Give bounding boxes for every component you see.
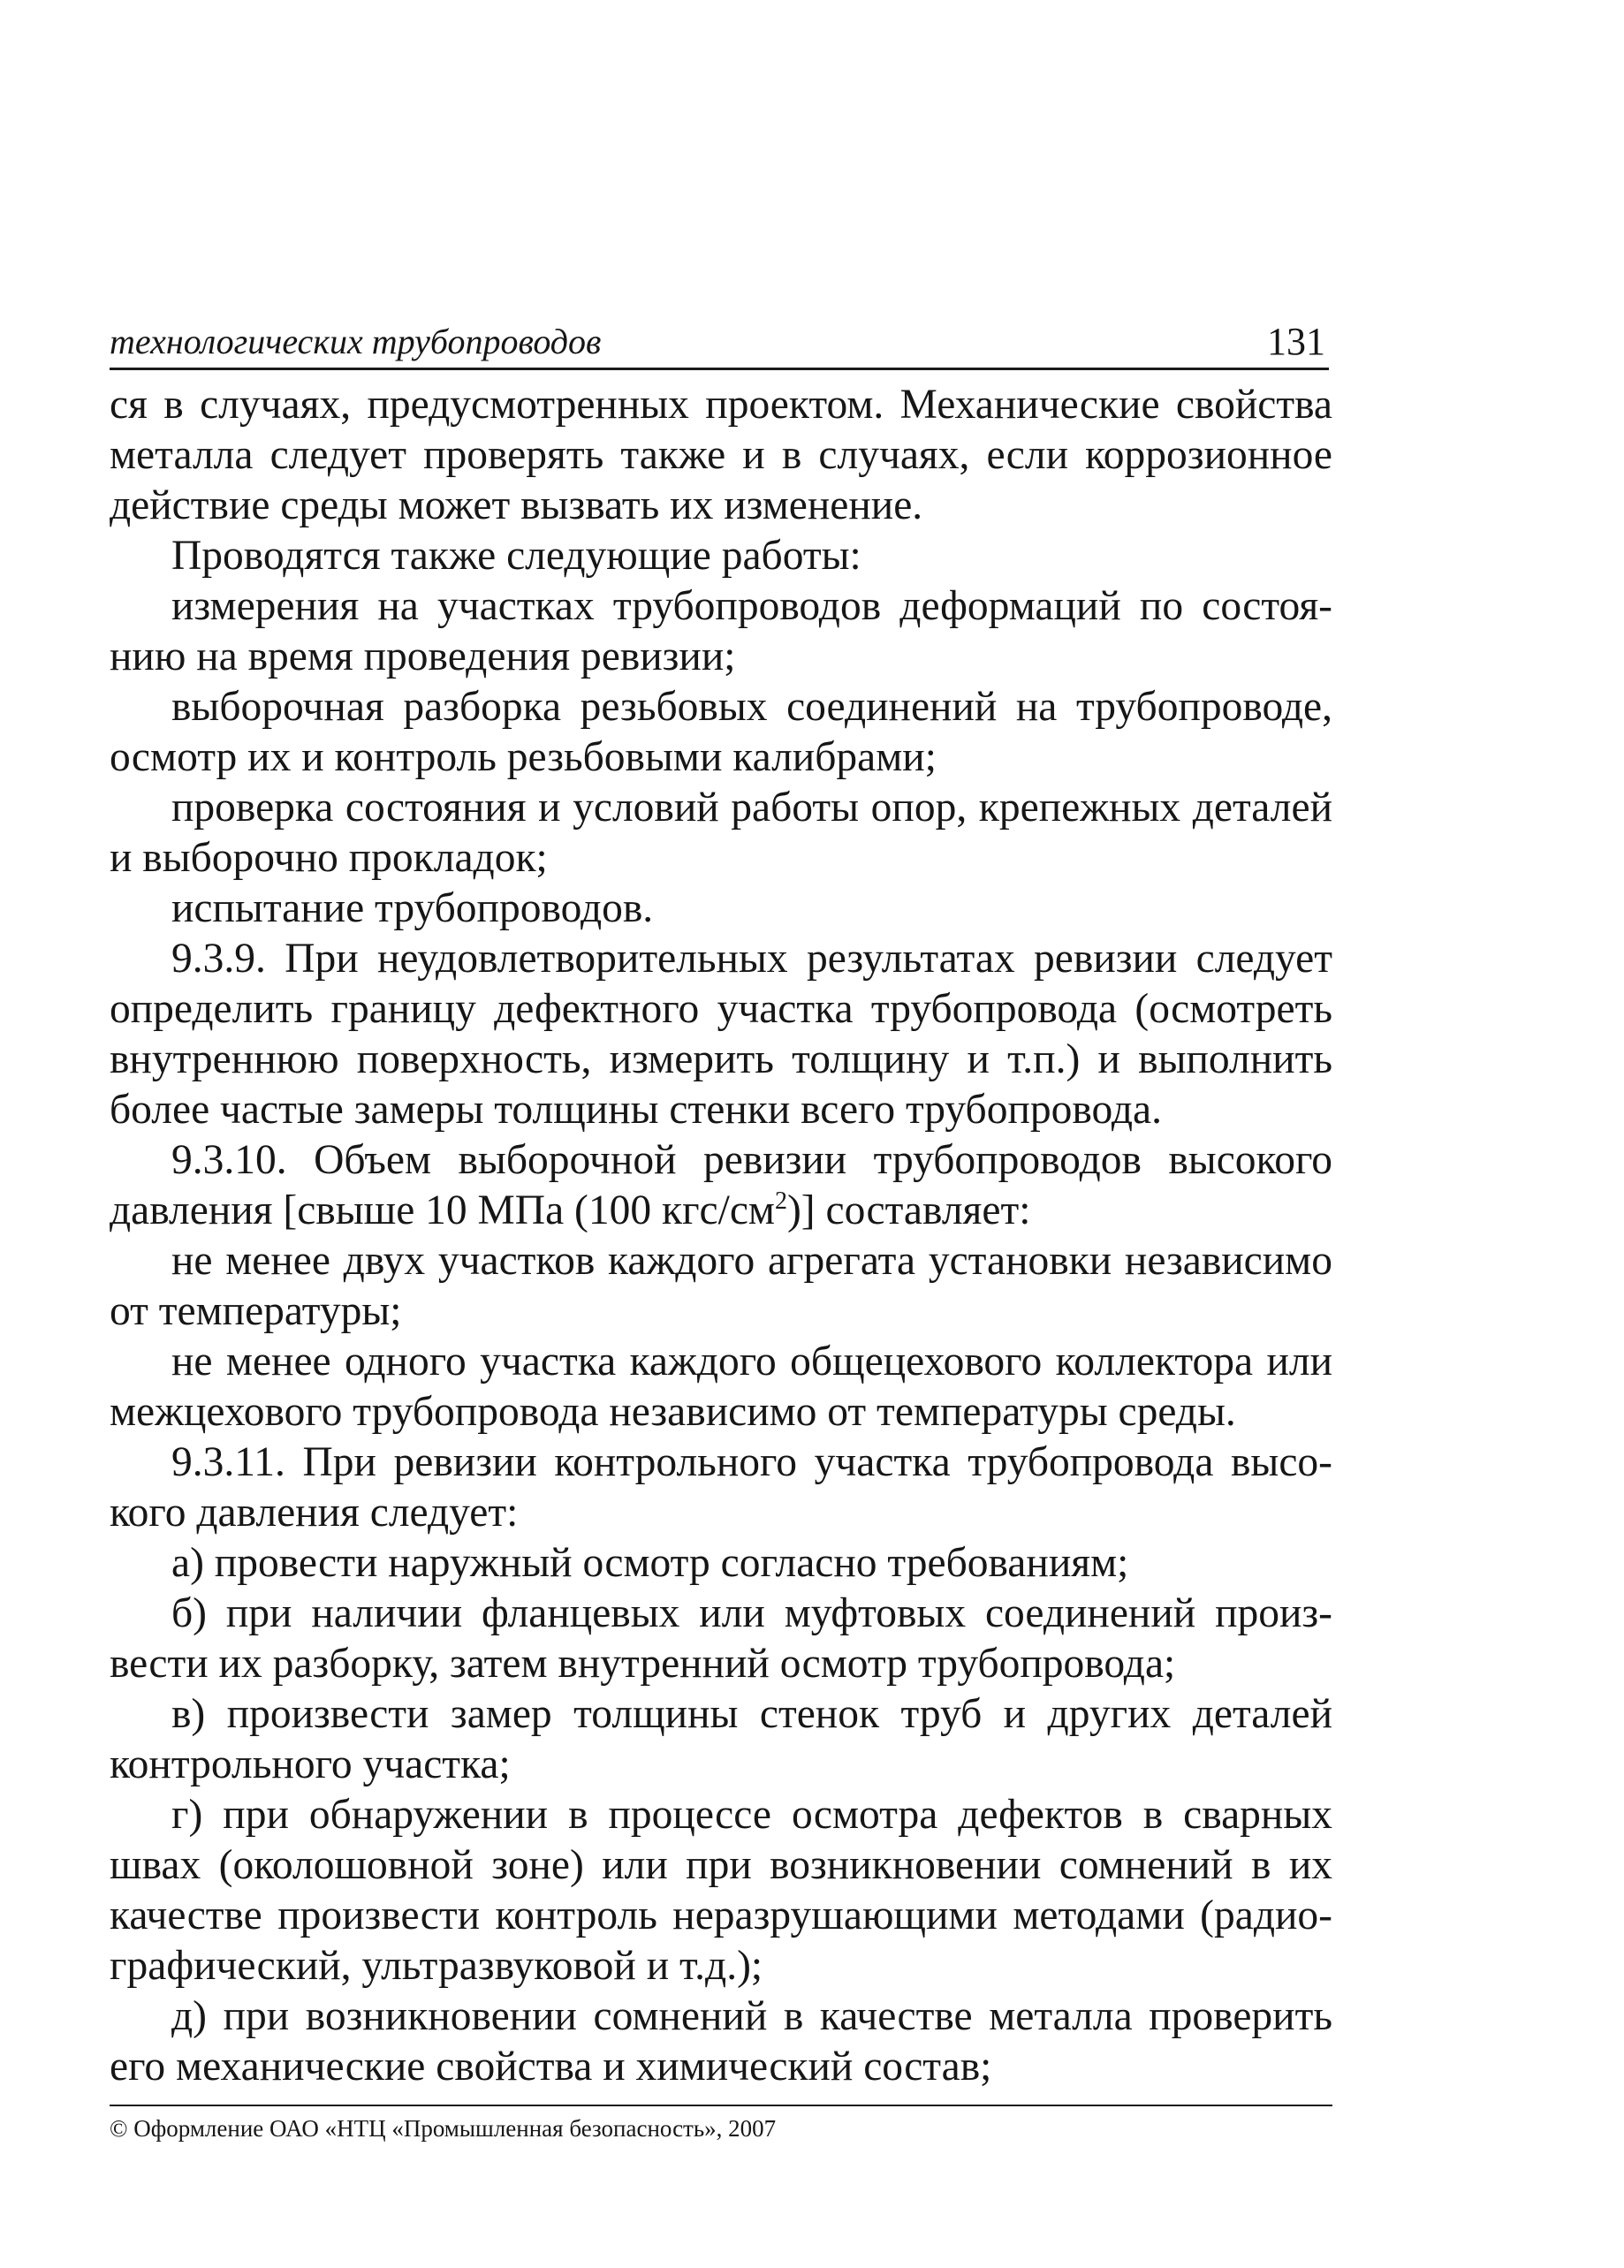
text-line: определить границу дефектного участка трубопровода (осмотреть <box>110 986 1332 1032</box>
text-line: его механические свойства и химический состав; <box>110 2044 992 2090</box>
list-item-v: в) произвести замер толщины стенок труб и других деталей <box>171 1691 1332 1737</box>
list-item-a: а) провести наружный осмотр согласно требованиям; <box>171 1540 1129 1586</box>
page-number: 131 <box>1267 320 1325 363</box>
list-item-start: проверка состояния и условий работы опор, крепежных деталей <box>171 785 1332 831</box>
text-line: от температуры; <box>110 1288 402 1334</box>
text-line: качестве произвести контроль неразрушающими методами (радио- <box>110 1893 1332 1938</box>
text-line: более частые замеры толщины стенки всего трубопровода. <box>110 1087 1162 1133</box>
text-line: межцехового трубопровода независимо от температуры среды. <box>110 1389 1236 1435</box>
list-item-start: выборочная разборка резьбовых соединений на трубопроводе, <box>171 684 1332 730</box>
text-line: кого давления следует: <box>110 1490 519 1536</box>
pressure-text-end: )] составляет: <box>786 1187 1031 1233</box>
text-line: швах (околошовной зоне) или при возникновении сомнений в их <box>110 1842 1332 1888</box>
text-line: осмотр их и контроль резьбовыми калибрами; <box>110 734 937 780</box>
text-line: внутреннюю поверхность, измерить толщину и т.п.) и выполнить <box>110 1036 1332 1082</box>
list-item-b: б) при наличии фланцевых или муфтовых соединений произ- <box>171 1590 1332 1636</box>
text-line: вести их разборку, затем внутренний осмотр трубопровода; <box>110 1641 1176 1687</box>
clause-9-3-10: 9.3.10. Объем выборочной ревизии трубопроводов высокого <box>171 1137 1332 1183</box>
footer <box>110 2105 1332 2143</box>
text-line: нию на время проведения ревизии; <box>110 633 736 679</box>
running-header <box>110 316 1329 370</box>
list-item-start: не менее одного участка каждого общецехового коллектора или <box>171 1339 1332 1384</box>
pressure-text: давления [свыше 10 МПа (100 кгс/см <box>110 1187 775 1233</box>
list-item-start: не менее двух участков каждого агрегата установки независимо <box>171 1238 1332 1284</box>
clause-9-3-9: 9.3.9. При неудовлетворительных результатах ревизии следует <box>171 936 1332 982</box>
running-title: технологических трубопроводов <box>110 322 602 361</box>
body-text <box>110 380 1332 2092</box>
clause-9-3-11: 9.3.11. При ревизии контрольного участка трубопровода высо- <box>171 1439 1332 1485</box>
footer-divider <box>110 2105 1332 2106</box>
text-line: графический, ультразвуковой и т.д.); <box>110 1943 763 1989</box>
copyright-note: © Оформление ОАО «НТЦ «Промышленная безопасность», 2007 <box>110 2115 777 2142</box>
list-item-start: испытание трубопроводов. <box>171 885 654 931</box>
superscript: 2 <box>774 1187 787 1216</box>
paragraph-start: Проводятся также следующие работы: <box>171 533 861 579</box>
text-line: и выборочно прокладок; <box>110 835 548 881</box>
list-item-d: д) при возникновении сомнений в качестве металла проверить <box>171 1993 1332 2039</box>
text-line: металла следует проверять также и в случаях, если коррозионное <box>110 432 1332 478</box>
list-item-start: измерения на участках трубопроводов деформаций по состоя- <box>171 583 1332 629</box>
list-item-g: г) при обнаружении в процессе осмотра дефектов в сварных <box>171 1792 1332 1838</box>
text-line: ся в случаях, предусмотренных проектом. Механические свойства <box>110 382 1332 428</box>
text-line: действие среды может вызвать их изменение. <box>110 482 923 528</box>
text-line: контрольного участка; <box>110 1741 511 1787</box>
pressure-line <box>110 1186 1332 1236</box>
